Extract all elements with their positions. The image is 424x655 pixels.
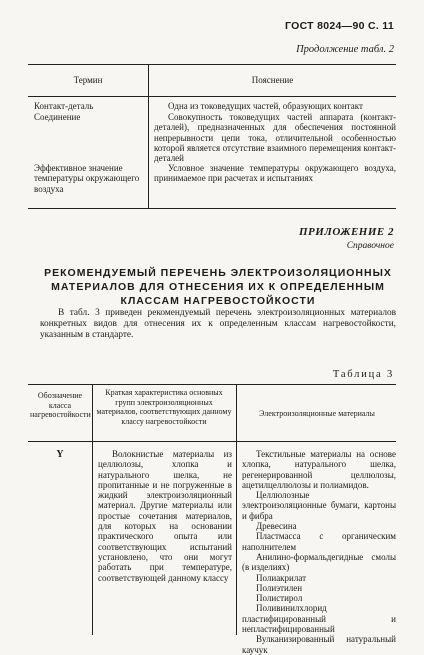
material-item: Вулканизированный натуральный каучук xyxy=(242,634,396,655)
material-item: Древесина xyxy=(256,521,297,532)
table2-column-divider xyxy=(148,64,149,208)
class-y-label: Y xyxy=(56,449,64,460)
page-header: ГОСТ 8024—90 С. 11 xyxy=(284,20,394,32)
material-item: Полиэтилен xyxy=(256,582,303,593)
term-effective-temperature: Эффективное значение температуры окружающего воздуха xyxy=(34,163,140,194)
appendix-label: ПРИЛОЖЕНИЕ 2 xyxy=(298,226,394,238)
table2-header-explanation: Пояснение xyxy=(251,75,294,85)
appendix-title: РЕКОМЕНДУЕМЫЙ ПЕРЕЧЕНЬ ЭЛЕКТРОИЗОЛЯЦИОННЫХ МАТЕРИАЛОВ ДЛЯ ОТНЕСЕНИЯ ИХ К ОПРЕДЕЛЕННЫМ КЛАССАМ НАГРЕВОСТОЙКОСТИ xyxy=(44,267,392,307)
table3-divider-2 xyxy=(236,384,237,635)
table3-top-rule xyxy=(28,384,396,385)
material-item: Целлюлозные электроизоляционные бумаги, картоны и фибра xyxy=(242,490,396,521)
explanation-connection: Совокупность токоведущих частей аппарата (контакт-деталей), предназначенных для обеспечения постоянной непрерывности цепи тока, отличительной особенностью которой является отсутствие взаимного перемещения контакт-деталей xyxy=(154,112,396,164)
table2-header-rule xyxy=(28,96,396,97)
table-continuation-label: Продолжение табл. 2 xyxy=(296,44,394,55)
table2-header-term: Термин xyxy=(73,75,103,85)
table2-top-rule xyxy=(28,64,396,65)
explanation-contact: Одна из токоведущих частей, образующих контакт xyxy=(168,101,363,111)
table3-header-materials: Электроизоляционные материалы xyxy=(259,409,375,418)
material-item: Полистирол xyxy=(256,593,303,604)
material-item: Текстильные материалы на основе хлопка, натурального шелка, регенерированной целлюлозы, ацетилцеллюлозы и полиамидов. xyxy=(242,449,396,490)
term-connection: Соединение xyxy=(34,112,81,122)
appendix-paragraph: В табл. 3 приведен рекомендуемый перечень электроизоляционных материалов конкретных видов для отнесения их к определенным классам нагревостойкости, указанным в стандарте. xyxy=(40,308,396,341)
material-item: Анилино-формальдегидные смолы (в изделиях) xyxy=(242,551,396,573)
material-item: Пластмасса с органическим наполнителем xyxy=(242,531,396,552)
table3-divider-1 xyxy=(92,384,93,635)
appendix-kind: Справочное xyxy=(346,241,394,251)
class-y-materials xyxy=(242,449,396,655)
material-item: Полиакрилат xyxy=(256,572,307,583)
class-y-description: Волокнистые материалы из целлюлозы, хлопка и натурального шелка, не пропитанные и не погруженные в жидкий электроизоляционный материал. Другие материалы или простые сочетания материалов, для которых на основании практического опыта или соответствующих испытаний установлено, что они могут работать при температуре, соответствующей данному классу xyxy=(98,449,232,583)
table3-header-class: Обозначение класса нагревостойкости xyxy=(30,391,91,419)
term-contact: Контакт-деталь xyxy=(34,101,94,111)
table3-caption: Таблица 3 xyxy=(332,369,394,380)
material-item: Поливинилхлорид пластифицированный и непластифицированный xyxy=(242,603,396,635)
explanation-effective-temperature: Условное значение температуры окружающего воздуха, принимаемое при расчетах и испытаниях xyxy=(154,163,396,184)
table2-bottom-rule xyxy=(28,208,396,209)
table3-header-groups: Краткая характеристика основных групп электроизоляционных материалов, соответствующих данному классу нагревостойкости xyxy=(96,388,232,426)
table3-header-rule xyxy=(28,441,396,442)
